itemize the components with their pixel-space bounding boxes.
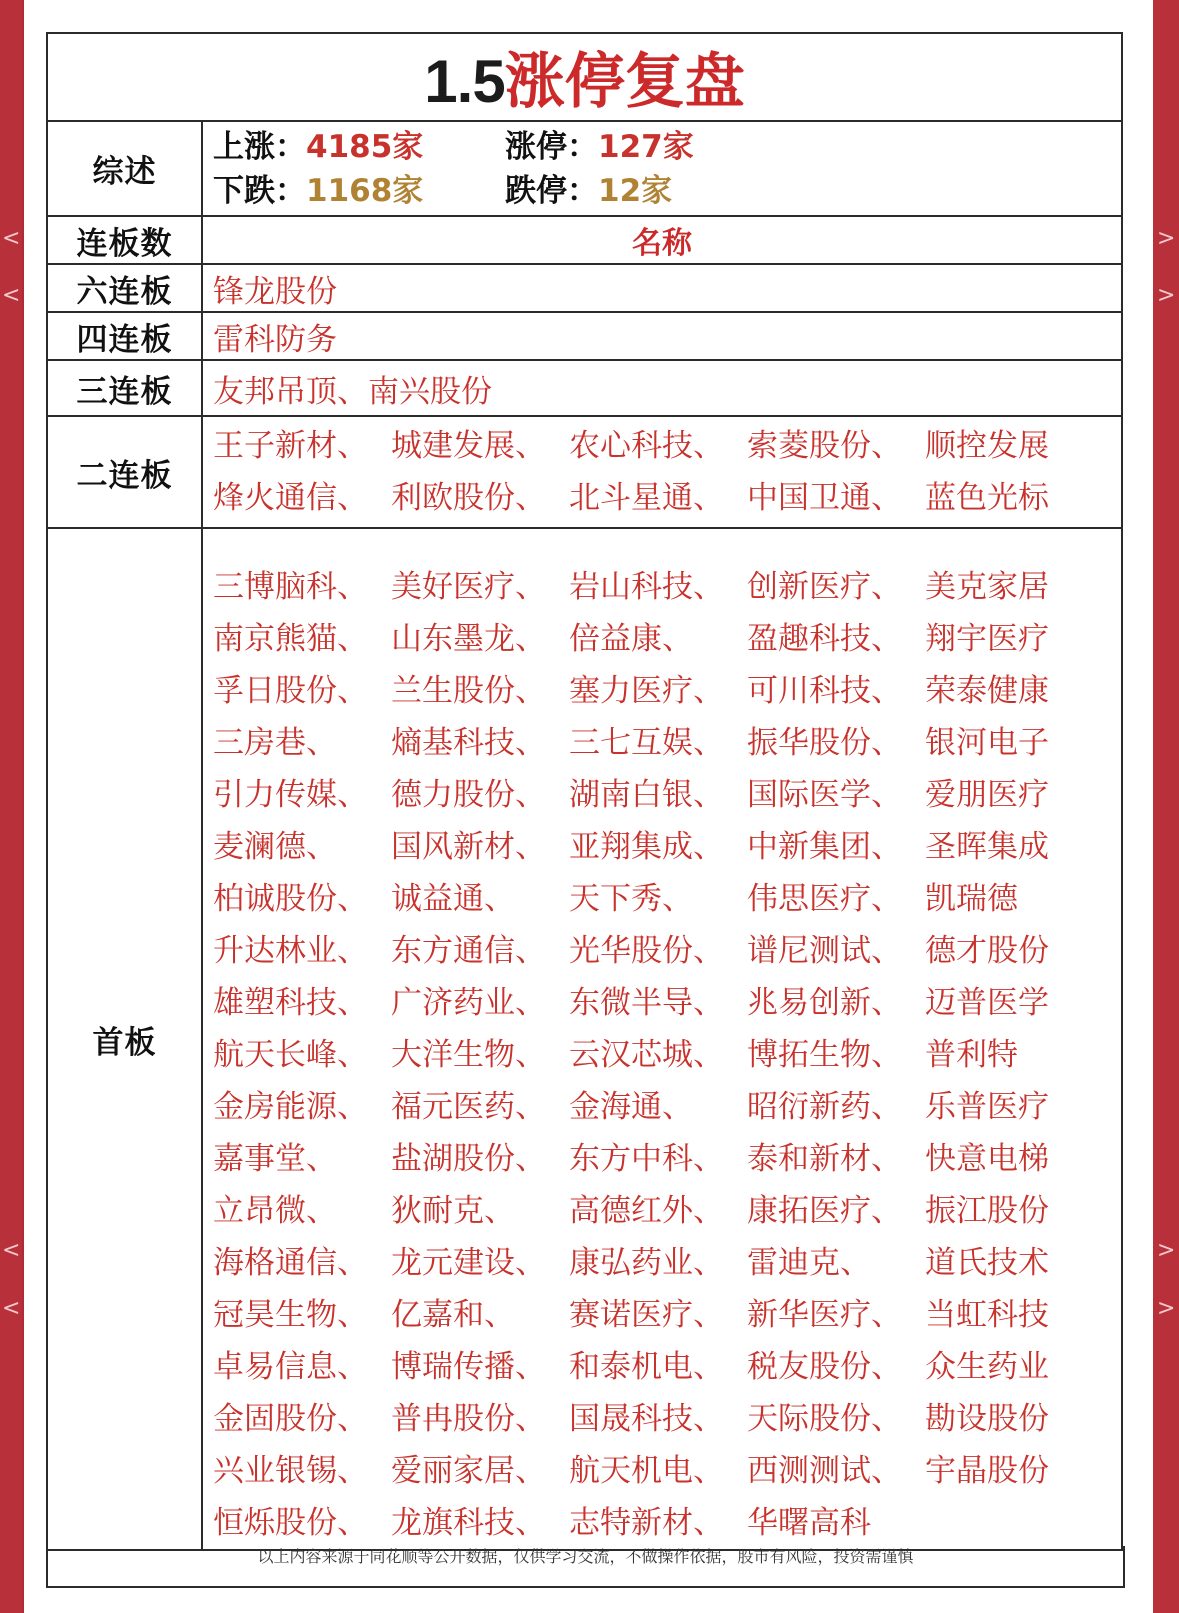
stock-row [213, 1081, 1121, 1133]
limit-down-value: 12家 [598, 172, 673, 209]
stock-name: 普利特 [925, 1037, 1018, 1073]
up-value: 4185家 [306, 128, 424, 165]
stock-name: 航天机电、 [569, 1453, 724, 1489]
stock-row [213, 1341, 1121, 1393]
tier-names-first [202, 528, 1122, 1550]
stock-name: 振江股份 [925, 1193, 1049, 1229]
chevron-decoration: > [1157, 1238, 1176, 1263]
stock-name: 山东墨龙、 [391, 621, 546, 657]
stock-name: 华曙高科 [747, 1505, 871, 1541]
stock-name [925, 1497, 1103, 1549]
chevron-decoration: < [2, 1238, 21, 1263]
stock-name: 亿嘉和、 [391, 1297, 515, 1333]
up-label: 上涨： [213, 128, 306, 165]
stock-name: 熵基科技、 [391, 725, 546, 761]
stock-row [213, 925, 1121, 977]
stock-name: 湖南白银、 [569, 777, 724, 813]
right-border [1153, 0, 1179, 1613]
stock-name: 升达林业、 [213, 933, 368, 969]
stock-row [213, 769, 1121, 821]
stock-name: 立昂微、 [213, 1193, 337, 1229]
stock-name: 引力传媒、 [213, 777, 368, 813]
stock-name: 众生药业 [925, 1349, 1049, 1385]
stock-name: 雄塑科技、 [213, 985, 368, 1021]
stock-row [213, 1029, 1121, 1081]
stock-name: 勘设股份 [925, 1401, 1049, 1437]
stock-name: 广济药业、 [391, 985, 546, 1021]
stock-name: 城建发展、 [391, 428, 546, 464]
header-name: 名称 [202, 216, 1122, 264]
stock-name: 美好医疗、 [391, 569, 546, 605]
stock-name: 南京熊猫、 [213, 621, 368, 657]
stock-name: 大洋生物、 [391, 1037, 546, 1073]
stock-name: 王子新材、 [213, 428, 368, 464]
tier-row-six [47, 264, 1122, 312]
stock-name: 海格通信、 [213, 1245, 368, 1281]
stock-row [213, 1237, 1121, 1289]
stock-name: 德才股份 [925, 933, 1049, 969]
stock-name: 昭衍新药、 [747, 1089, 902, 1125]
stock-name: 卓易信息、 [213, 1349, 368, 1385]
chevron-decoration: > [1157, 283, 1176, 308]
stock-name: 光华股份、 [569, 933, 724, 969]
stock-name: 利欧股份、 [391, 480, 546, 516]
stock-name: 岩山科技、 [569, 569, 724, 605]
stock-name: 航天长峰、 [213, 1037, 368, 1073]
tier-names-six: 锋龙股份 [202, 264, 1122, 312]
summary-content [202, 121, 1122, 216]
chevron-decoration: > [1157, 226, 1176, 251]
stock-name: 中国卫通、 [747, 480, 902, 516]
chevron-decoration: < [2, 283, 21, 308]
stock-name: 狄耐克、 [391, 1193, 515, 1229]
stock-row [213, 665, 1121, 717]
tier-row-four [47, 312, 1122, 360]
stock-name: 倍益康、 [569, 621, 693, 657]
stock-name: 恒烁股份、 [213, 1505, 368, 1541]
stock-name: 赛诺医疗、 [569, 1297, 724, 1333]
limit-up-label: 涨停： [505, 128, 598, 165]
stock-name: 天际股份、 [747, 1401, 902, 1437]
stock-name: 康弘药业、 [569, 1245, 724, 1281]
tier-label-two: 二连板 [47, 416, 202, 528]
stock-name: 兴业银锡、 [213, 1453, 368, 1489]
stock-name: 盐湖股份、 [391, 1141, 546, 1177]
stock-name: 国风新材、 [391, 829, 546, 865]
stock-name: 康拓医疗、 [747, 1193, 902, 1229]
limit-down-label: 跌停： [505, 172, 598, 209]
stock-name: 国晟科技、 [569, 1401, 724, 1437]
stock-name: 兰生股份、 [391, 673, 546, 709]
stock-row [213, 420, 1121, 472]
tier-row-two [47, 416, 1122, 528]
left-border [0, 0, 22, 1613]
stock-name: 盈趣科技、 [747, 621, 902, 657]
footer-disclaimer: 以上内容来源于同花顺等公开数据，仅供学习交流，不做操作依据，股市有风险，投资需谨慎 [46, 1546, 1125, 1588]
stock-name: 东方中科、 [569, 1141, 724, 1177]
stock-name: 西测测试、 [747, 1453, 902, 1489]
stock-name: 三博脑科、 [213, 569, 368, 605]
stock-name: 孚日股份、 [213, 673, 368, 709]
stock-row [213, 1445, 1121, 1497]
stock-name: 泰和新材、 [747, 1141, 902, 1177]
summary-line-down [213, 169, 1121, 213]
stock-name: 冠昊生物、 [213, 1297, 368, 1333]
stock-row [213, 977, 1121, 1029]
stock-name: 凯瑞德 [925, 881, 1018, 917]
stock-name: 银河电子 [925, 725, 1049, 761]
stock-name: 龙元建设、 [391, 1245, 546, 1281]
tier-names-two [202, 416, 1122, 528]
stock-name: 荣泰健康 [925, 673, 1049, 709]
chevron-decoration: > [1157, 1296, 1176, 1321]
stock-row [213, 821, 1121, 873]
stock-name: 兆易创新、 [747, 985, 902, 1021]
report-sheet [24, 0, 1153, 1613]
stock-name: 东微半导、 [569, 985, 724, 1021]
stock-name: 伟思医疗、 [747, 881, 902, 917]
tier-label-first: 首板 [47, 528, 202, 1550]
stock-name: 东方通信、 [391, 933, 546, 969]
title-row [47, 33, 1122, 121]
stock-name: 索菱股份、 [747, 428, 902, 464]
title-text: 涨停复盘 [504, 47, 745, 117]
stock-name: 迈普医学 [925, 985, 1049, 1021]
stock-name: 志特新材、 [569, 1505, 724, 1541]
stock-name: 云汉芯城、 [569, 1037, 724, 1073]
stock-name: 中新集团、 [747, 829, 902, 865]
chevron-decoration: < [2, 226, 21, 251]
stock-name: 爱丽家居、 [391, 1453, 546, 1489]
tier-row-first [47, 528, 1122, 1550]
stock-row [213, 472, 1121, 524]
tier-label-four: 四连板 [47, 312, 202, 360]
summary-label: 综述 [47, 121, 202, 216]
stock-name: 可川科技、 [747, 673, 902, 709]
stock-name: 北斗星通、 [569, 480, 724, 516]
stock-name: 龙旗科技、 [391, 1505, 546, 1541]
stock-row [213, 561, 1121, 613]
stock-row [213, 1393, 1121, 1445]
stock-name: 快意电梯 [925, 1141, 1049, 1177]
down-label: 下跌： [213, 172, 306, 209]
stock-name: 亚翔集成、 [569, 829, 724, 865]
stock-name: 美克家居 [925, 569, 1049, 605]
stock-name: 高德红外、 [569, 1193, 724, 1229]
header-row [47, 216, 1122, 264]
stock-name: 翔宇医疗 [925, 621, 1049, 657]
stock-name: 国际医学、 [747, 777, 902, 813]
stock-name: 蓝色光标 [925, 480, 1049, 516]
stock-name: 三房巷、 [213, 725, 337, 761]
stock-name: 博瑞传播、 [391, 1349, 546, 1385]
stock-name: 爱朋医疗 [925, 777, 1049, 813]
stock-name: 乐普医疗 [925, 1089, 1049, 1125]
stock-row [213, 873, 1121, 925]
stock-name: 柏诚股份、 [213, 881, 368, 917]
stock-name: 博拓生物、 [747, 1037, 902, 1073]
tier-names-three: 友邦吊顶、南兴股份 [202, 360, 1122, 416]
down-value: 1168家 [306, 172, 424, 209]
stock-name: 诚益通、 [391, 881, 515, 917]
summary-row [47, 121, 1122, 216]
title-date: 1.5 [424, 48, 505, 115]
stock-row [213, 1497, 1121, 1549]
stock-name: 当虹科技 [925, 1297, 1049, 1333]
chevron-decoration: < [2, 1296, 21, 1321]
tier-label-three: 三连板 [47, 360, 202, 416]
stock-name: 福元医药、 [391, 1089, 546, 1125]
stock-name: 创新医疗、 [747, 569, 902, 605]
stock-name: 振华股份、 [747, 725, 902, 761]
stock-row [213, 1133, 1121, 1185]
stock-name: 新华医疗、 [747, 1297, 902, 1333]
stock-name: 道氏技术 [925, 1245, 1049, 1281]
page-title [47, 33, 1122, 121]
limit-up-table [46, 32, 1123, 1551]
limit-up-value: 127家 [598, 128, 694, 165]
stock-name: 烽火通信、 [213, 480, 368, 516]
stock-row [213, 1185, 1121, 1237]
stock-name: 圣晖集成 [925, 829, 1049, 865]
stock-name: 税友股份、 [747, 1349, 902, 1385]
header-label: 连板数 [47, 216, 202, 264]
stock-name: 德力股份、 [391, 777, 546, 813]
stock-name: 金房能源、 [213, 1089, 368, 1125]
stock-name: 宇晶股份 [925, 1453, 1049, 1489]
tier-label-six: 六连板 [47, 264, 202, 312]
stock-name: 农心科技、 [569, 428, 724, 464]
stock-name: 三七互娱、 [569, 725, 724, 761]
tier-row-three [47, 360, 1122, 416]
summary-line-up [213, 125, 1121, 169]
stock-row [213, 1289, 1121, 1341]
stock-name: 金海通、 [569, 1089, 693, 1125]
stock-name: 谱尼测试、 [747, 933, 902, 969]
stock-name: 金固股份、 [213, 1401, 368, 1437]
stock-name: 雷迪克、 [747, 1245, 871, 1281]
tier-names-four: 雷科防务 [202, 312, 1122, 360]
stock-name: 普冉股份、 [391, 1401, 546, 1437]
stock-name: 嘉事堂、 [213, 1141, 337, 1177]
stock-row [213, 717, 1121, 769]
stock-name: 和泰机电、 [569, 1349, 724, 1385]
stock-name: 顺控发展 [925, 428, 1049, 464]
stock-name: 塞力医疗、 [569, 673, 724, 709]
stock-name: 天下秀、 [569, 881, 693, 917]
stock-row [213, 613, 1121, 665]
stock-name: 麦澜德、 [213, 829, 337, 865]
